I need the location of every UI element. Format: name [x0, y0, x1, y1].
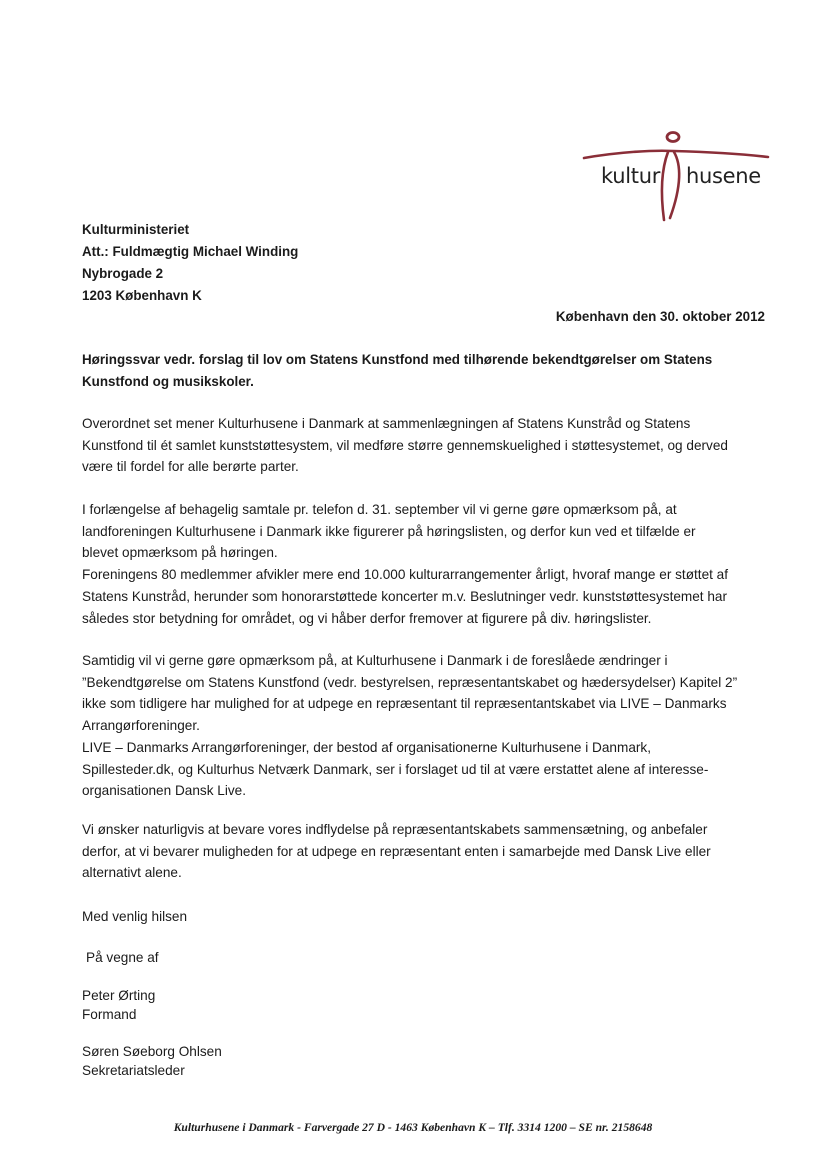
recipient-line: 1203 København K	[82, 288, 202, 303]
paragraph-line: Foreningens 80 medlemmer afvikler mere end 10.000 kulturarrangementer årligt, hvoraf mange er støttet af	[82, 567, 729, 583]
signer-name: Peter Ørting	[82, 988, 156, 1003]
paragraph-line: være til fordel for alle berørte parter.	[82, 459, 299, 475]
logo-text-kultur: kultur	[601, 164, 661, 188]
closing-on-behalf	[86, 948, 159, 967]
paragraph-4	[82, 819, 772, 884]
paragraph-line: ikke som tidligere har mulighed for at udpege en repræsentant til repræsentantskabet via LIVE – Danmarks	[82, 696, 727, 712]
signer-title: Formand	[82, 1007, 137, 1022]
paragraph-line: Samtidig vil vi gerne gøre opmærksom på, at Kulturhusene i Danmark i de foreslåede ændringer i	[82, 653, 668, 668]
logo-text-husene: husene	[686, 164, 761, 188]
paragraph-line: I forlængelse af behagelig samtale pr. telefon d. 31. september vil vi gerne gøre opmærksom på, at	[82, 502, 677, 517]
paragraph-line: Statens Kunstråd, herunder som honorarstøttede koncerter m.v. Beslutninger vedr. kunststøttesystemet har	[82, 588, 727, 604]
letter-footer: Kulturhusene i Danmark - Farvergade 27 D - 1463 København K – Tlf. 3314 1200 – SE nr. 2158648	[173, 1121, 653, 1134]
letter-date: København den 30. oktober 2012	[555, 309, 765, 324]
paragraph-line: ”Bekendtgørelse om Statens Kunstfond (vedr. bestyrelsen, repræsentantskabet og hædersydelser) Kapitel 2”	[82, 674, 738, 690]
paragraph-line: landforeningen Kulturhusene i Danmark ikke figurerer på høringslisten, og derfor kun ved et tilfælde er	[82, 523, 696, 539]
recipient-address	[82, 219, 298, 307]
paragraph-line: Spillesteder.dk, og Kulturhus Netværk Danmark, ser i forslaget ud til at være erstattet alene af interesse-	[82, 761, 709, 777]
recipient-line: Att.: Fuldmægtig Michael Winding	[82, 244, 299, 259]
subject-line: Kunstfond og musikskoler.	[82, 374, 254, 389]
greeting-text: Med venlig hilsen	[82, 909, 188, 924]
paragraph-line: Overordnet set mener Kulturhusene i Danmark at sammenlægningen af Statens Kunstråd og Statens	[82, 416, 691, 431]
paragraph-line: blevet opmærksom på høringen.	[82, 545, 278, 561]
signer-1	[82, 986, 155, 1024]
paragraph-line: LIVE – Danmarks Arrangørforeninger, der bestod af organisationerne Kulturhusene i Danmark,	[82, 739, 651, 755]
paragraph-line: Arrangørforeninger.	[82, 718, 200, 734]
paragraph-line: Vi ønsker naturligvis at bevare vores indflydelse på repræsentantskabets sammensætning, og anbefaler	[82, 822, 708, 837]
paragraph-line: derfor, at vi bevarer muligheden for at udpege en repræsentant enten i samarbejde med Dansk Live eller	[82, 843, 711, 859]
paragraph-3	[82, 650, 772, 802]
paragraph-line: Kunstfond til ét samlet kunststøttesystem, vil medføre større gennemskuelighed i støttesystemet, og derved	[82, 437, 728, 453]
signer-2	[82, 1042, 222, 1080]
paragraph-1	[82, 413, 772, 478]
paragraph-2	[82, 499, 772, 629]
recipient-line: Kulturministeriet	[82, 222, 190, 237]
signer-name: Søren Søeborg Ohlsen	[82, 1044, 222, 1059]
closing-greeting	[82, 907, 187, 926]
subject-line: Høringssvar vedr. forslag til lov om Statens Kunstfond med tilhørende bekendtgørelser om Statens	[82, 352, 713, 367]
paragraph-line: alternativt alene.	[82, 865, 182, 881]
paragraph-line: således stor betydning for området, og vi håber derfor fremover at figurere på div. høringslister.	[82, 610, 652, 626]
paragraph-line: organisationen Dansk Live.	[82, 783, 246, 799]
recipient-line: Nybrogade 2	[82, 266, 164, 281]
letter-subject	[82, 349, 762, 393]
signer-title: Sekretariatsleder	[82, 1063, 185, 1078]
on-behalf-text: På vegne af	[86, 950, 159, 965]
kulturhusene-logo	[578, 130, 773, 225]
